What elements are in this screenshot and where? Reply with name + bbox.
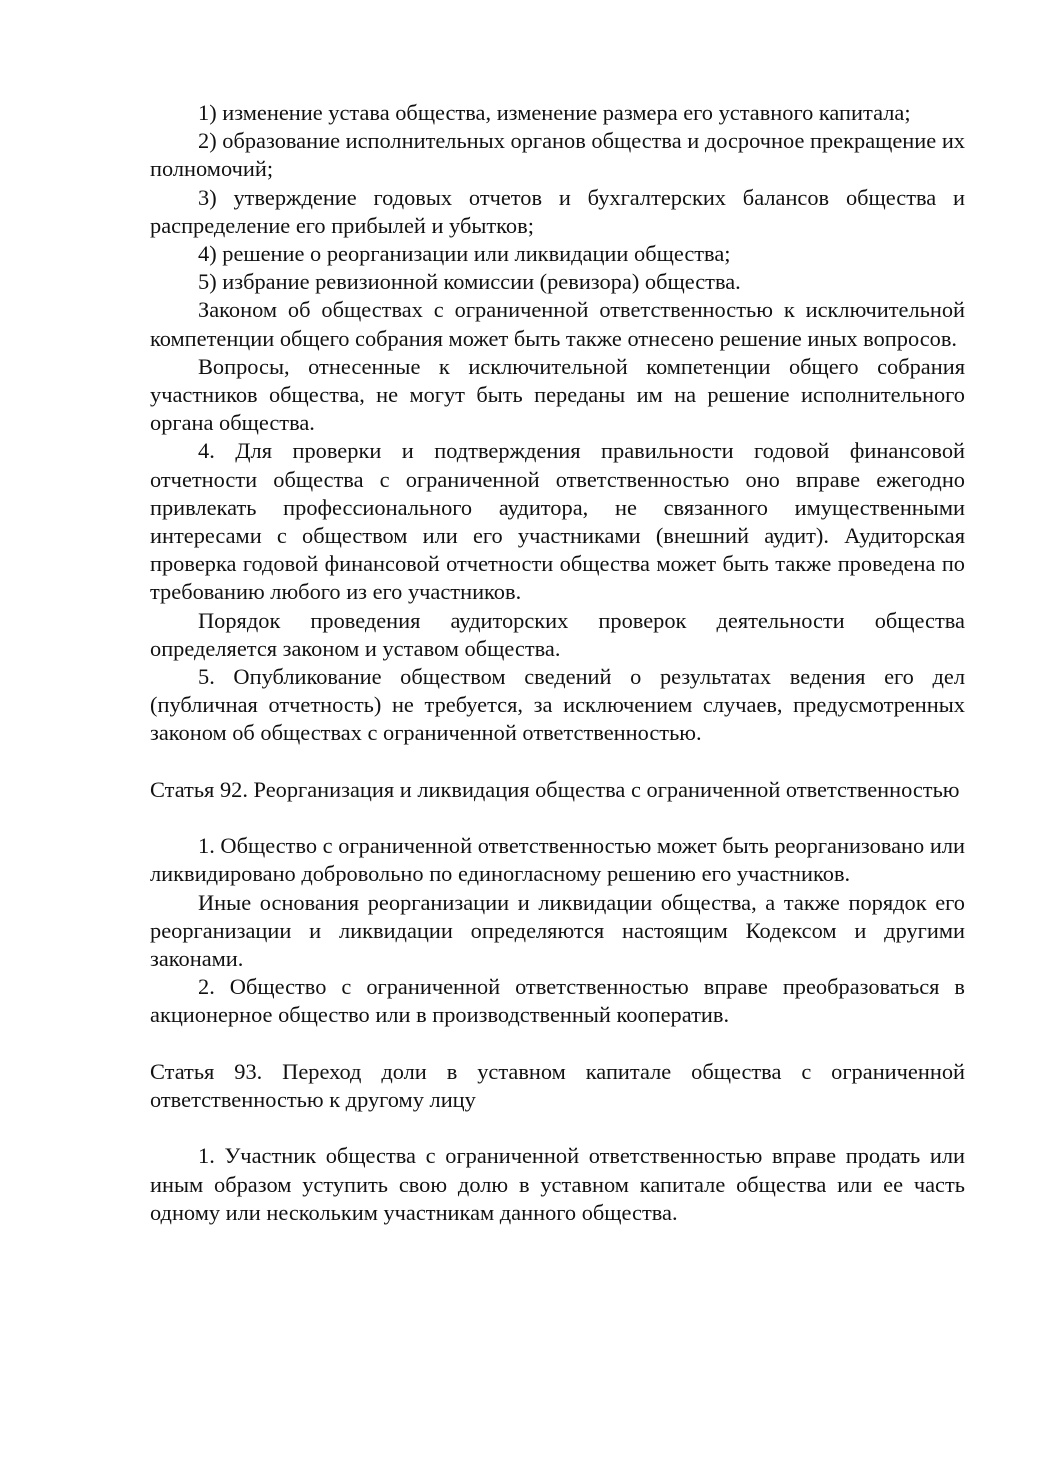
paragraph-item-5: 5) избрание ревизионной комиссии (ревизора) общества. <box>198 269 741 295</box>
paragraph-audit: 4. Для проверки и подтверждения правильности годовой финансовой отчетности общества с ограниченной ответственностью оно вправе ежегодно привлекать профессионального аудитора, не связанного имущественными интересами с обществом или его участниками (внешний аудит). Аудиторская проверка годовой финансовой отчетности общества может быть также проведена по требованию любого из его участников. <box>150 438 965 605</box>
paragraph-item-4: 4) решение о реорганизации или ликвидации общества; <box>198 241 731 267</box>
paragraph-item-1: 1) изменение устава общества, изменение размера его уставного капитала; <box>198 100 911 125</box>
document-page <box>150 99 965 1227</box>
article-heading-92: Статья 92. Реорганизация и ликвидация общества с ограниченной ответственностью <box>150 776 960 802</box>
paragraph-item-2: 2) образование исполнительных органов общества и досрочное прекращение их полномочий; <box>150 128 965 182</box>
paragraph-audit-procedure: Порядок проведения аудиторских проверок деятельности общества определяется законом и уставом общества. <box>150 607 965 661</box>
spacer <box>150 748 965 776</box>
article-heading-93: Статья 93. Переход доли в уставном капитале общества с ограниченной ответственностью к другому лицу <box>150 1058 965 1113</box>
spacer <box>150 1114 965 1142</box>
paragraph-reorganization: 1. Общество с ограниченной ответственностью может быть реорганизовано или ликвидировано добровольно по единогласному решению его участников. <box>150 833 965 887</box>
spacer <box>150 804 965 832</box>
paragraph-public-reporting: 5. Опубликование обществом сведений о результатах ведения его дел (публичная отчетность) не требуется, за исключением случаев, предусмотренных законом об обществах с ограниченной ответственностью. <box>150 664 965 746</box>
paragraph-item-3: 3) утверждение годовых отчетов и бухгалтерских балансов общества и распределение его прибылей и убытков; <box>150 184 965 238</box>
paragraph-other-grounds: Иные основания реорганизации и ликвидации общества, а также порядок его реорганизации и ликвидации определяются настоящим Кодексом и другими законами. <box>150 889 965 972</box>
paragraph-law-competence: Законом об обществах с ограниченной ответственностью к исключительной компетенции общего собрания может быть также отнесено решение иных вопросов. <box>150 297 965 351</box>
paragraph-share-transfer: 1. Участник общества с ограниченной ответственностью вправе продать или иным образом уступить свою долю в уставном капитале общества или ее часть одному или нескольким участникам данного общества. <box>150 1143 965 1225</box>
spacer <box>150 1030 965 1058</box>
paragraph-exclusive-questions: Вопросы, отнесенные к исключительной компетенции общего собрания участников общества, не могут быть переданы им на решение исполнительного органа общества. <box>150 353 965 436</box>
paragraph-transformation: 2. Общество с ограниченной ответственностью вправе преобразоваться в акционерное общество или в производственный кооператив. <box>150 974 965 1028</box>
